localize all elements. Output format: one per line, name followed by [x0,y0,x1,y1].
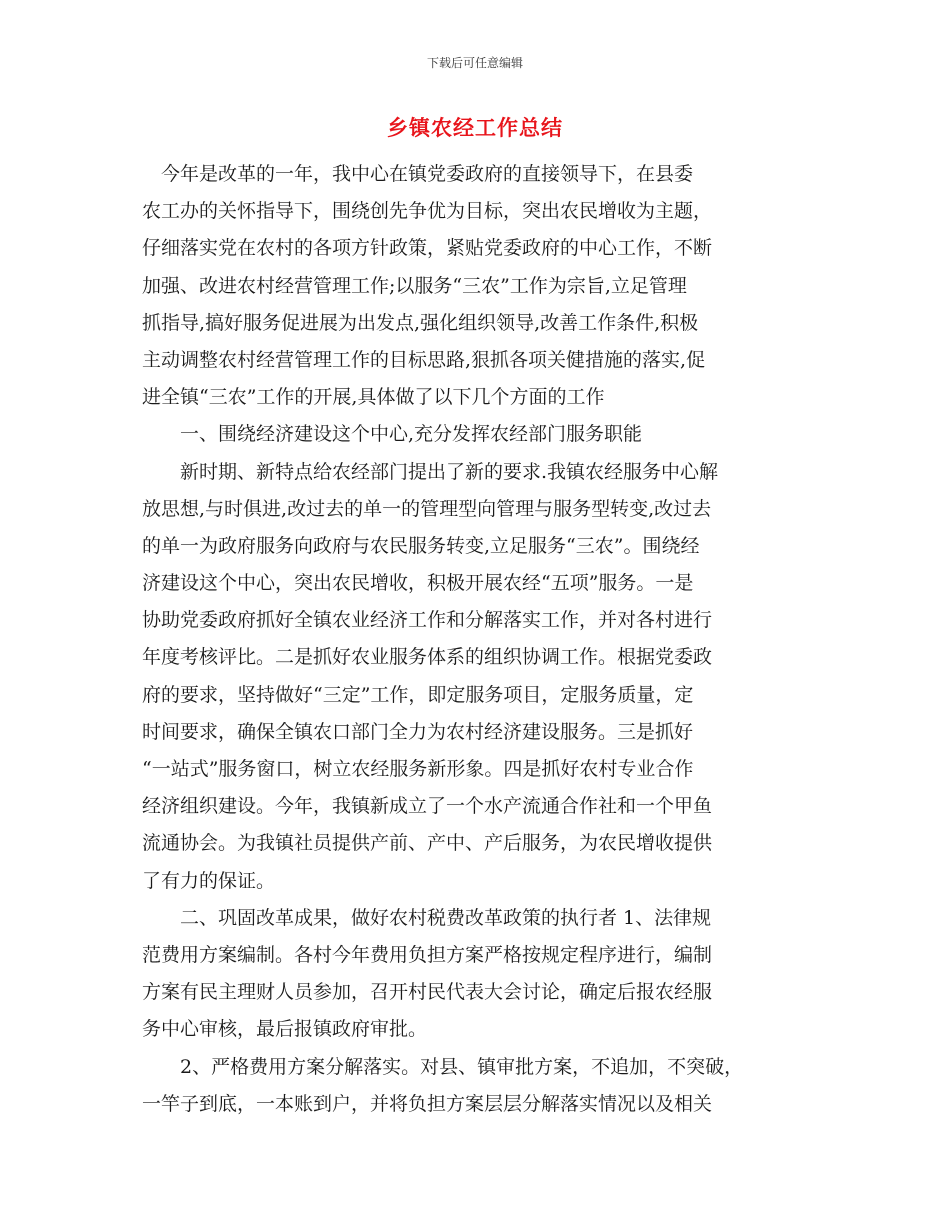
text-line: 了有力的保证。 [142,869,276,892]
text-line: 年度考核评比。二是抓好农业服务体系的组织协调工作。根据党委政 [142,646,713,669]
text-line: 方案有民主理财人员参加，召开村民代表大会讨论，确定后报农经服 [142,981,713,1004]
text-line: 新时期、新特点给农经部门提出了新的要求.我镇农经服务中心解 [142,460,719,483]
text-line: 进全镇“三农”工作的开展,具体做了以下几个方面的工作 [142,386,605,409]
text-line: 范费用方案编制。各村今年费用负担方案严格按规定程序进行，编制 [142,943,713,966]
section-heading-1: 一、围绕经济建设这个中心,充分发挥农经部门服务职能 [142,423,643,446]
text-line: 务中心审核，最后报镇政府审批。 [142,1018,428,1041]
text-line: 济建设这个中心，突出农民增收，积极开展农经“五项”服务。一是 [142,572,694,595]
text-line: 时间要求，确保全镇农口部门全力为农村经济建设服务。三是抓好 [142,720,694,743]
text-line: 放思想,与时俱进,改过去的单一的管理型向管理与服务型转变,改过去 [142,497,712,520]
text-line: 仔细落实党在农村的各项方针政策，紧贴党委政府的中心工作，不断 [142,237,713,260]
text-line: 府的要求，坚持做好“三定”工作，即定服务项目，定服务质量，定 [142,683,694,706]
text-line: 一竿子到底，一本账到户，并将负担方案层层分解落实情况以及相关 [142,1092,713,1115]
text-line: 主动调整农村经营管理工作的目标思路,狠抓各项关健措施的落实,促 [142,348,706,371]
text-line: 流通协会。为我镇社员提供产前、产中、产后服务，为农民增收提供 [142,832,713,855]
header-note: 下载后可任意编辑 [426,56,523,70]
text-line: “一站式”服务窗口，树立农经服务新形象。四是抓好农村专业合作 [142,758,694,780]
document-body [142,156,822,1123]
text-line: 加强、改进农村经营管理工作;以服务“三农”工作为宗旨,立足管理 [142,274,687,297]
text-line: 的单一为政府服务向政府与农民服务转变,立足服务“三农”。围绕经 [142,534,700,557]
text-line: 2、严格费用方案分解落实。对县、镇审批方案，不追加，不突破， [142,1055,744,1078]
text-line: 抓指导,搞好服务促进展为出发点,强化组织领导,改善工作条件,积极 [142,311,699,334]
text-line: 协助党委政府抓好全镇农业经济工作和分解落实工作，并对各村进行 [142,609,713,632]
text-line: 经济组织建设。今年，我镇新成立了一个水产流通合作社和一个甲鱼 [142,795,713,818]
text-line: 农工办的关怀指导下，围绕创先争优为目标，突出农民增收为主题， [142,200,713,223]
text-line: 今年是改革的一年，我中心在镇党委政府的直接领导下，在县委 [142,163,694,185]
section-heading-2: 二、巩固改革成果，做好农村税费改革政策的执行者 1、法律规 [142,906,712,929]
document-title: 乡镇农经工作总结 [387,116,563,140]
